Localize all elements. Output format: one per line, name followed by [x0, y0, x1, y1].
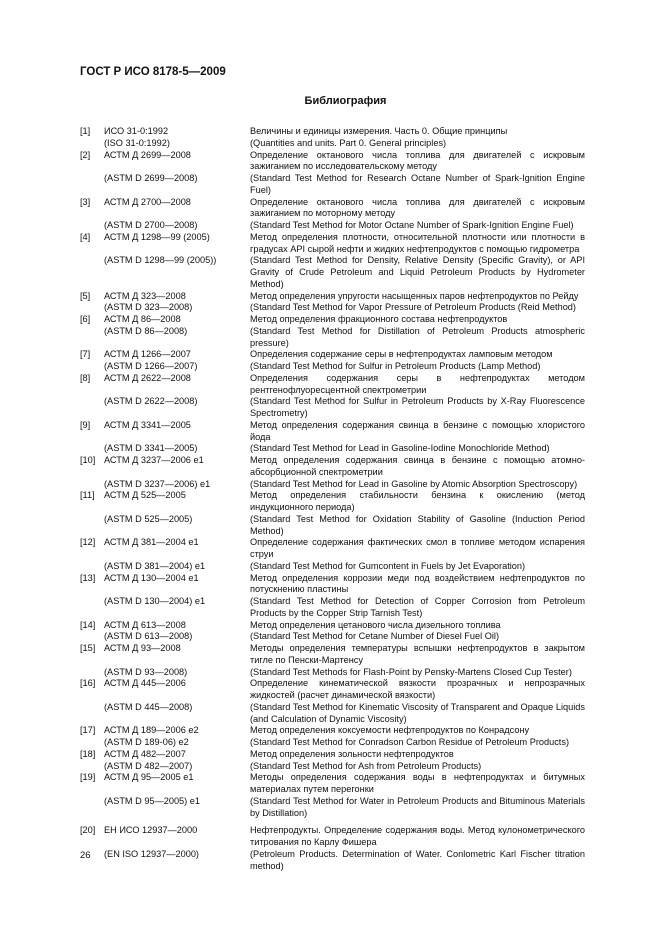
entry-number: [11] — [80, 490, 95, 501]
page-number: 26 — [80, 850, 91, 861]
standard-title-en: (Standard Test Method for Vapor Pressure of Petroleum Products (Reid Method) — [250, 302, 576, 313]
standard-code-en: (ISO 31-0:1992) — [104, 137, 170, 148]
standard-title-en: (Standard Test Method for Gumcontent in Fuels by Jet Evaporation) — [250, 560, 526, 571]
entry-number: [2] — [80, 149, 91, 160]
bibliography-entry-ru — [80, 150, 585, 174]
standard-title-en: (Standard Test Method for Kinematic Viscosity of Transparent and Opaque Liquids (and Calculation of Dynamic Viscosity) — [250, 701, 585, 724]
standard-title-ru: Метод определения коррозии меди под воздействием нефтепродуктов по потускнению пластины — [250, 572, 585, 595]
bibliography-entry-en — [80, 737, 585, 749]
standard-code-ru: ИСО 31-0:1992 — [104, 126, 169, 136]
entry-number-empty — [80, 761, 104, 773]
standard-title-en: (Standard Test Method for Density, Relative Density (Specific Gravity), or API Gravity of Crude Petroleum and Liquid Petroleum Products by Hydrometer Method) — [250, 255, 585, 289]
standard-code-ru: АСТМ Д 323—2008 — [104, 290, 186, 301]
standard-code-ru: АСТМ Д 482—2007 — [104, 748, 186, 759]
standard-title-en: (Standard Test Method for Ash from Petroleum Products) — [250, 760, 482, 771]
standard-code-en: (ASTM D 130—2004) e1 — [104, 596, 206, 606]
standard-code-ru: АСТМ Д 381—2004 е1 — [104, 537, 199, 548]
standard-title-ru: Метод определения зольности нефтепродуктов — [250, 748, 454, 759]
bibliography-entry-ru — [80, 725, 585, 737]
standard-code-en: (ASTM D 525—2005) — [104, 513, 193, 524]
entry-number-empty — [80, 737, 104, 749]
bibliography-entry-ru — [80, 825, 585, 849]
entry-number: [12] — [80, 537, 96, 548]
entry-number: [17] — [80, 725, 96, 736]
entry-number: [10] — [80, 455, 96, 465]
bibliography-entry-en — [80, 796, 585, 820]
standard-title-ru: Нефтепродукты. Определение содержания воды. Метод кулонометрического титрования по Карлу Фишера — [250, 825, 585, 847]
bibliography-entry-en — [80, 514, 585, 538]
standard-code-en: (ASTM D 381—2004) e1 — [104, 560, 206, 571]
bibliography-entry-en — [80, 596, 585, 620]
bibliography-entry-en — [80, 302, 585, 314]
bibliography-entry-ru — [80, 314, 585, 326]
standard-code-ru: АСТМ Д 93—2008 — [104, 643, 181, 653]
document-header: ГОСТ Р ИСО 8178-5—2009 — [80, 66, 226, 78]
entry-number: [4] — [80, 231, 91, 242]
standard-code-en: (ASTM D 613—2008) — [104, 631, 193, 642]
standard-title-ru: Определения содержание серы в нефтепродуктах ламповым методом — [250, 349, 553, 360]
bibliography-entry-en — [80, 443, 585, 455]
entry-number-empty — [80, 220, 104, 232]
standard-title-ru: Определение содержания фактических смол в топливе методом испарения струи — [250, 537, 585, 559]
bibliography-entry-en — [80, 667, 585, 679]
standard-title-ru: Определения содержания серы в нефтепродуктах методом рентгенофлуоресцентной спектрометрии — [250, 372, 585, 395]
standard-title-en: (Standard Test Method for Lead in Gasoline by Atomic Absorption Spectroscopy) — [250, 478, 578, 489]
bibliography-entry-en — [80, 138, 585, 150]
standard-code-en: (ASTM D 2699—2008) — [104, 173, 198, 183]
entry-number: [3] — [80, 196, 91, 207]
standard-code-en: (ASTM D 189-06) e2 — [104, 737, 189, 747]
standard-code-ru: АСТМ Д 2622—2008 — [104, 372, 191, 383]
bibliography-entry-ru — [80, 420, 585, 444]
standard-title-ru: Определение октанового числа топлива для двигателей с искровым зажиганием по исследовательскому методу — [250, 149, 585, 172]
standard-code-ru: АСТМ Д 1266—2007 — [104, 349, 191, 360]
entry-number-empty — [80, 326, 104, 350]
standard-code-ru: АСТМ Д 2700—2008 — [104, 196, 191, 207]
page-title: Библиография — [304, 95, 387, 107]
standard-title-ru: Методы определения температуры вспышки нефтепродуктов в закрытом тигле по Пенски-Мартенсу — [250, 643, 585, 665]
bibliography-entry-en — [80, 396, 585, 420]
standard-title-ru: Метод определения плотности, относительной плотности или плотности в градусах API сырой нефти и жидких нефтепродуктов с помощью гидрометра — [250, 231, 585, 254]
standard-title-en: (Quantities and units. Part 0. General principles) — [250, 137, 447, 148]
standard-code-ru: АСТМ Д 95—2005 е1 — [104, 772, 194, 783]
standard-title-en: (Standard Test Method for Detection of Copper Corrosion from Petroleum Products by the Copper Strip Tarnish Test) — [250, 596, 585, 618]
bibliography-entry-ru — [80, 573, 585, 597]
standard-title-ru: Метод определения фракционного состава нефтепродуктов — [250, 314, 508, 324]
bibliography-entry-en — [80, 361, 585, 373]
standard-code-en: (ASTM D 2622—2008) — [104, 396, 198, 407]
standard-code-ru: АСТМ Д 2699—2008 — [104, 149, 191, 160]
standard-title-ru: Метод определения коксуемости нефтепродуктов по Конрадсону — [250, 725, 530, 736]
standard-code-en: (ASTM D 95—2005) e1 — [104, 795, 200, 806]
bibliography-entry-en — [80, 326, 585, 350]
standard-code-ru: АСТМ Д 86—2008 — [104, 314, 181, 324]
standard-code-en: (ASTM D 1298—99 (2005)) — [104, 255, 217, 266]
standard-code-en: (ASTM D 93—2008) — [104, 666, 188, 677]
standard-code-en: (ASTM D 445—2008) — [104, 701, 193, 712]
entry-number-empty — [80, 479, 104, 491]
bibliography-entry-ru — [80, 678, 585, 702]
standard-title-en: (Standard Test Method for Sulfur in Petroleum Products (Lamp Method) — [250, 361, 541, 371]
standard-code-ru: АСТМ Д 1298—99 (2005) — [104, 231, 210, 242]
standard-code-en: (ASTM D 2700—2008) — [104, 220, 198, 230]
bibliography-entry-ru — [80, 197, 585, 221]
standard-code-ru: ЕН ИСО 12937—2000 — [104, 825, 198, 836]
standard-title-ru: Метод определения содержания свинца в бензине с помощью хлористого йода — [250, 419, 585, 442]
bibliography-entry-ru — [80, 490, 585, 514]
standard-title-ru: Метод определения содержания свинца в бензине с помощью атомно-абсорбционной спектрометрии — [250, 455, 585, 477]
entry-number-empty — [80, 302, 104, 314]
standard-title-en: (Standard Test Method for Research Octane Number of Spark-Ignition Engine Fuel) — [250, 173, 585, 195]
entry-number: [14] — [80, 619, 96, 630]
entry-number: [20] — [80, 825, 96, 836]
bibliography-entry-ru — [80, 126, 585, 138]
entry-number-empty — [80, 138, 104, 150]
standard-title-ru: Величины и единицы измерения. Часть 0. Общие принципы — [250, 126, 508, 136]
bibliography-entry-en — [80, 631, 585, 643]
entry-number-empty — [80, 631, 104, 643]
standard-title-ru: Метод определения упругости насыщенных паров нефтепродуктов по Рейду — [250, 290, 579, 301]
bibliography-entry-ru — [80, 620, 585, 632]
standard-code-en: (ASTM D 3341—2005) — [104, 443, 198, 454]
entry-number-empty — [80, 702, 104, 726]
bibliography-entry-ru — [80, 232, 585, 256]
standard-title-ru: Определение октанового числа топлива для двигателей с искровым зажиганием по моторному методу — [250, 196, 585, 219]
standard-title-en: (Standard Test Method for Distillation of Petroleum Products atmospheric pressure) — [250, 325, 585, 348]
bibliography-entry-en — [80, 761, 585, 773]
standard-title-en: (Standard Test Method for Conradson Carbon Residue of Petroleum Products) — [250, 737, 570, 747]
standard-title-en: (Standard Test Method for Sulfur in Petroleum Products by X-Ray Fluorescence Spectrometry) — [250, 396, 585, 418]
entry-number-empty — [80, 667, 104, 679]
standard-code-ru: АСТМ Д 613—2008 — [104, 619, 186, 630]
entry-number-empty — [80, 361, 104, 373]
bibliography-entry-ru — [80, 749, 585, 761]
entry-number-empty — [80, 596, 104, 620]
entry-number: [16] — [80, 678, 96, 689]
standard-code-en: (ASTM D 482—2007) — [104, 760, 193, 771]
bibliography-entry-ru — [80, 291, 585, 303]
standard-title-en: (Standard Test Method for Lead in Gasoline-Iodine Monochloride Method) — [250, 443, 550, 454]
bibliography-entry-en — [80, 561, 585, 573]
entry-number: [15] — [80, 643, 96, 653]
standard-title-ru: Методы определения содержания воды в нефтепродуктах и битумных материалах путем перегонки — [250, 772, 585, 794]
bibliography-entry-ru — [80, 373, 585, 397]
entry-number-empty — [80, 561, 104, 573]
bibliography-entry-ru — [80, 537, 585, 561]
bibliography-entry-ru — [80, 772, 585, 796]
entry-number-empty — [80, 796, 104, 820]
standard-code-en: (ASTM D 323—2008) — [104, 302, 193, 313]
standard-title-en: (Standard Test Method for Oxidation Stability of Gasoline (Induction Period Method) — [250, 513, 585, 536]
standard-code-en: (EN ISO 12937—2000) — [104, 848, 199, 859]
entry-number: [5] — [80, 290, 91, 301]
standard-code-en: (ASTM D 1266—2007) — [104, 361, 198, 371]
bibliography-entry-en — [80, 479, 585, 491]
standard-code-ru: АСТМ Д 3237—2006 е1 — [104, 455, 204, 465]
standard-code-ru: АСТМ Д 189—2006 е2 — [104, 725, 199, 736]
bibliography-entry-en — [80, 173, 585, 197]
entry-number: [6] — [80, 314, 91, 324]
entry-number-empty — [80, 514, 104, 538]
entry-number: [9] — [80, 419, 91, 430]
entry-number: [8] — [80, 372, 91, 383]
standard-title-en: (Standard Test Method for Cetane Number of Diesel Fuel Oil) — [250, 631, 500, 642]
standard-code-ru: АСТМ Д 445—2006 — [104, 678, 186, 689]
bibliography-entry-ru — [80, 643, 585, 667]
entry-number-empty — [80, 443, 104, 455]
bibliography-entry-en — [80, 702, 585, 726]
standard-code-ru: АСТМ Д 130—2004 е1 — [104, 572, 199, 583]
standard-title-ru: Определение кинематической вязкости прозрачных и непрозрачных жидкостей (расчет динамической вязкости) — [250, 678, 585, 700]
standard-title-en: (Standard Test Methods for Flash-Point by Pensky-Martens Closed Cup Tester) — [250, 666, 572, 677]
bibliography-entry-ru — [80, 349, 585, 361]
bibliography-list — [80, 126, 585, 872]
standard-title-en: (Standard Test Method for Motor Octane Number of Spark-Ignition Engine Fuel) — [250, 220, 574, 230]
standard-title-ru: Метод определения цетанового числа дизельного топлива — [250, 619, 501, 630]
standard-code-en: (ASTM D 3237—2006) e1 — [104, 478, 211, 489]
entry-number: [7] — [80, 349, 91, 360]
standard-code-ru: АСТМ Д 525—2005 — [104, 490, 186, 501]
bibliography-entry-en — [80, 849, 585, 873]
entry-number-empty — [80, 173, 104, 197]
entry-number: [13] — [80, 572, 96, 583]
standard-code-ru: АСТМ Д 3341—2005 — [104, 419, 191, 430]
entry-number: [18] — [80, 748, 96, 759]
standard-title-en: (Standard Test Method for Water in Petroleum Products and Bituminous Materials by Distillation) — [250, 795, 585, 818]
bibliography-entry-en — [80, 220, 585, 232]
entry-number-empty — [80, 255, 104, 290]
entry-number-empty — [80, 396, 104, 420]
standard-title-en: (Petroleum Products. Determination of Water. Conlometric Karl Fischer titration method) — [250, 848, 585, 871]
entry-number: [19] — [80, 772, 96, 783]
bibliography-entry-ru — [80, 455, 585, 479]
bibliography-entry-en — [80, 255, 585, 290]
standard-code-en: (ASTM D 86—2008) — [104, 325, 188, 336]
entry-number: [1] — [80, 126, 91, 136]
standard-title-ru: Метод определения стабильности бензина к окислению (метод индукционного периода) — [250, 490, 585, 512]
